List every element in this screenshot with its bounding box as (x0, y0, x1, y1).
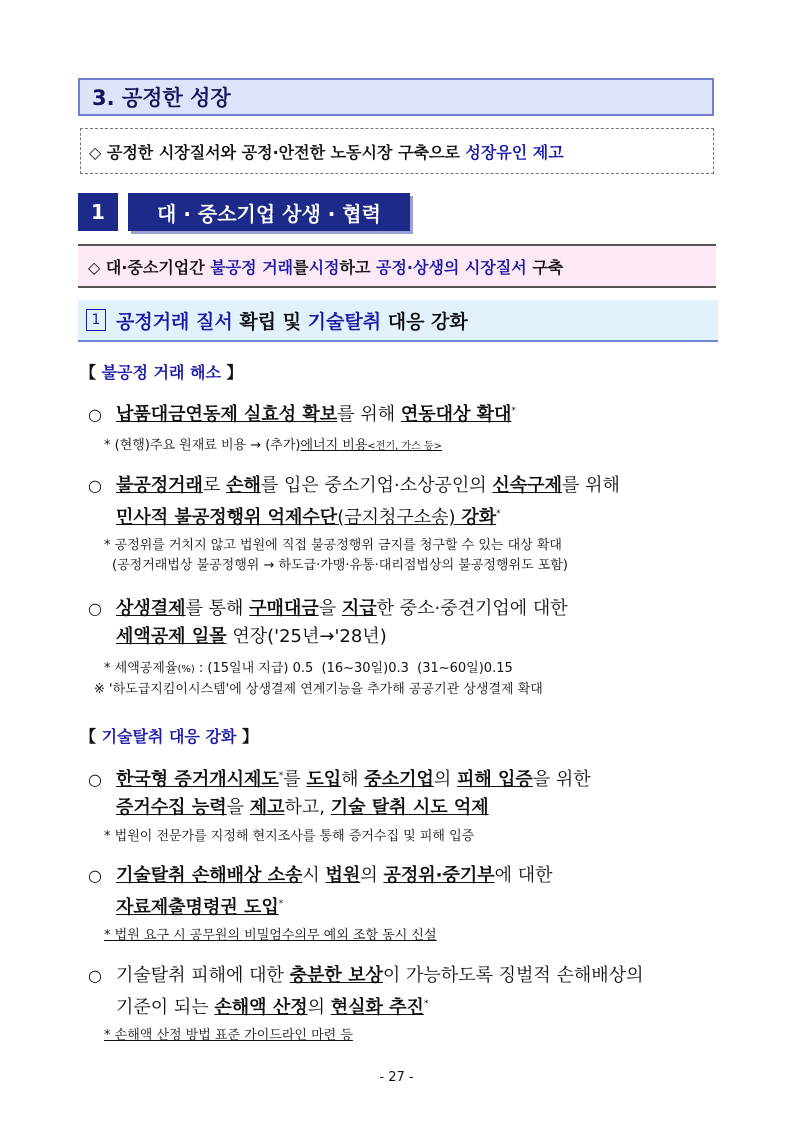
bullet-mark: ○ (88, 866, 102, 885)
goal-p1: ◇ 대·중소기업간 (88, 257, 211, 277)
section-title-text: 3. 공정한 성장 (92, 86, 231, 110)
category-close: 】 (236, 727, 258, 746)
note (104, 926, 714, 946)
goal-p4: 구축 (526, 257, 564, 277)
b2-l1a: 불공정거래 (116, 475, 203, 496)
category-heading (80, 360, 243, 383)
bullet-mark: ○ (88, 966, 102, 985)
b4-l1b: 를 (283, 769, 307, 790)
b2-l1e: 신속구제 (492, 475, 562, 496)
bullet-item (88, 762, 724, 822)
subsection-t1: 공정거래 질서 (116, 310, 233, 333)
chapter-number (78, 193, 118, 231)
b3-l1d: 을 (318, 598, 342, 619)
b1-s2: 를 위해 (337, 404, 401, 425)
chapter-goal-box (78, 244, 716, 288)
b3-l1e: 지급 (341, 598, 377, 619)
bullet-item (88, 397, 724, 429)
b5-l1d: 의 (360, 865, 384, 886)
b6-l2d: 현실화 추진 (330, 997, 424, 1018)
bullet-mark: ○ (88, 599, 102, 618)
b4-l1a: 한국형 증거개시제도 (116, 769, 279, 790)
bullet-item (88, 595, 724, 651)
objective-box (80, 128, 714, 174)
note (104, 827, 714, 847)
b6-l2b: 손해액 산정 (214, 997, 308, 1018)
b2-l1d: 를 입은 중소기업·소상공인의 (260, 475, 493, 496)
note (104, 536, 714, 576)
note (94, 659, 714, 700)
b1-note-b: 에너지 비용 (300, 438, 368, 453)
b2-note2: (공정거래법상 불공정행위 → 하도급·가맹·유통·대리점법상의 불공정행위도 포함) (112, 558, 568, 573)
category-heading (80, 724, 258, 747)
b2-l2a: 민사적 불공정행위 억제수단 (116, 507, 338, 528)
b2-note1: * 공정위를 거치지 않고 법원에 직접 불공정행위 금지를 청구할 수 있는 대상 확대 (104, 538, 562, 553)
b4-l1d: 해 (341, 769, 365, 790)
subsection-t4: 대응 강화 (381, 310, 468, 333)
category-label: 기술탈취 대응 강화 (101, 727, 237, 746)
b2-l2c: 강화 (461, 507, 497, 528)
b4-l2a: 증거수집 능력 (116, 797, 227, 818)
b2-l1b: 로 (202, 475, 227, 496)
category-label: 불공정 거래 해소 (101, 363, 221, 382)
chapter-number-text: 1 (91, 200, 105, 224)
b5-l2a: 자료제출명령권 도입 (116, 897, 279, 918)
b5-l1a: 기술탈취 손해배상 소송 (116, 865, 303, 886)
b1-s3: 연동대상 확대 (400, 404, 512, 425)
subsection-title (78, 300, 718, 342)
bullet-mark: ○ (88, 476, 102, 495)
b6-l1a: 기술탈취 피해에 대한 (116, 965, 290, 986)
b3-note1b: (%) (177, 664, 195, 675)
bullet-item (88, 962, 724, 1022)
bullet-item (88, 862, 724, 922)
objective-text: ◇ 공정한 시장질서와 공정·안전한 노동시장 구축으로 (89, 142, 466, 162)
b6-note: * 손해액 산정 방법 표준 가이드라인 마련 등 (104, 1028, 353, 1043)
b4-l1c: 도입 (306, 769, 342, 790)
footnote-mark: * (278, 899, 284, 909)
b1-note-c: <전기, 가스 등> (367, 441, 443, 452)
b4-l1e: 중소기업 (364, 769, 434, 790)
b4-l2c: 제고 (249, 797, 285, 818)
b6-l2a: 기준이 되는 (116, 997, 215, 1018)
b3-note2: ※ '하도급지킴이시스템'에 상생결제 연계기능을 추가해 공공기관 상생결제 확대 (94, 682, 543, 697)
b2-l2b: (금지청구소송) (337, 507, 462, 528)
b1-s1: 납품대금연동제 실효성 확보 (116, 404, 338, 425)
footnote-mark: * (278, 771, 284, 781)
page-number: - 27 - (379, 1070, 414, 1085)
b5-l1e: 공정위·중기부 (383, 865, 495, 886)
b4-note: * 법원이 전문가를 지정해 현지조사를 통해 증거수집 및 피해 입증 (104, 829, 475, 844)
category-open: 【 (80, 727, 102, 746)
goal-h2: 시정 (308, 257, 340, 277)
b5-l1b: 시 (302, 865, 326, 886)
b5-l1f: 에 대한 (494, 865, 553, 886)
b5-l1c: 법원 (325, 865, 361, 886)
note (104, 436, 714, 457)
bullet-mark: ○ (88, 770, 102, 789)
b2-l1c: 손해 (226, 475, 261, 496)
section-title (78, 78, 714, 116)
b3-l2b: 연장('25년→'28년) (226, 626, 387, 647)
b3-l1c: 구매대금 (249, 598, 319, 619)
b1-note-a: * (현행)주요 원재료 비용 → (추가) (104, 438, 301, 453)
goal-p2: 를 (293, 257, 309, 277)
footnote-mark: * (496, 509, 501, 519)
b3-l1b: 를 통해 (185, 598, 250, 619)
b4-l1g: 피해 입증 (456, 769, 533, 790)
subsection-number: 1 (86, 309, 106, 331)
category-close: 】 (220, 363, 243, 382)
b4-l2d: 하고, (284, 797, 331, 818)
b4-l1h: 을 위한 (532, 769, 591, 790)
b5-note: * 법원 요구 시 공무원의 비밀엄수의무 예외 조항 동시 신설 (104, 928, 437, 943)
b6-l2c: 의 (307, 997, 331, 1018)
b3-note1c: : (15일내 지급) 0.5 (16~30일)0.3 (31~60일)0.15 (194, 661, 513, 676)
chapter-title-text: 대 · 중소기업 상생 · 협력 (157, 201, 381, 226)
b6-l1c: 이 가능하도록 징벌적 손해배상의 (382, 965, 644, 986)
bullet-item (88, 472, 724, 532)
b6-l1b: 충분한 보상 (289, 965, 383, 986)
b3-note1a: * 세액공제율 (104, 661, 178, 676)
b4-l2b: 을 (226, 797, 250, 818)
category-open: 【 (80, 363, 102, 382)
b2-l1f: 를 위해 (561, 475, 620, 496)
footnote-mark: * (511, 406, 516, 416)
subsection-t2: 확립 및 (232, 310, 308, 333)
b4-l2e: 기술 탈취 시도 억제 (330, 797, 489, 818)
goal-p3: 하고 (339, 257, 376, 277)
b4-l1f: 의 (433, 769, 457, 790)
bullet-mark: ○ (88, 405, 102, 424)
objective-highlight: 성장유인 제고 (465, 142, 564, 162)
footnote-mark: * (423, 999, 429, 1009)
b3-l1f: 한 중소·중견기업에 대한 (376, 598, 568, 619)
b3-l1a: 상생결제 (116, 598, 186, 619)
goal-h3: 공정·상생의 시장질서 (376, 257, 527, 277)
goal-h1: 불공정 거래 (210, 257, 294, 277)
chapter-title (128, 193, 410, 231)
b3-l2a: 세액공제 일몰 (116, 626, 227, 647)
note (104, 1026, 714, 1046)
subsection-t3: 기술탈취 (307, 310, 382, 333)
